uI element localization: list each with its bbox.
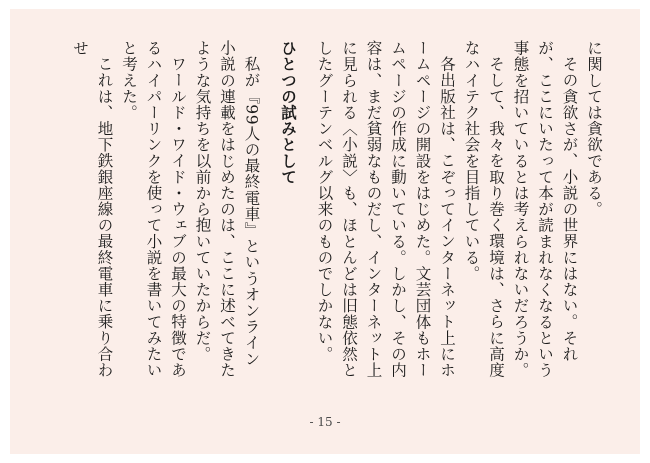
paragraph-2: その貪欲さが、小説の世界にはない。それが、ここにいたって本が読まれなくなるという事態を招いているとは考えられないだろうか。	[511, 40, 579, 379]
page-number: - 15 -	[309, 415, 341, 429]
paragraph-4: 各出版社は、こぞってインターネット上にホームページの開設をはじめた。文芸団体もホームページの作成に動いている。しかし、その内容は、まだ貧弱なものだし、インターネット上に見られる〈小説〉も、ほとんどは旧態依然としたグーテンベルグ以来のものでしかない。	[315, 40, 456, 379]
paragraph-1: に関しては貪欲である。	[585, 40, 603, 218]
paragraph-3: そして、我々を取り巻く環境は、さらに高度なハイテク社会を目指している。	[462, 40, 505, 378]
body-text	[68, 40, 607, 380]
section-heading: ひとつの試みとして	[279, 40, 297, 185]
paragraph-5: 私が『99人の最終電車』というオンライン小説の連載をはじめたのは、ここに述べてきたような気持ちを以前から抱いていたからだ。	[193, 40, 261, 379]
paragraph-7: これは、地下鉄銀座線の最終電車に乗り合わせ	[71, 40, 114, 378]
paragraph-6: ワールド・ワイド・ウェブの最大の特徴であるハイパーリンクを使って小説を書いてみたいと考えた。	[120, 40, 187, 379]
